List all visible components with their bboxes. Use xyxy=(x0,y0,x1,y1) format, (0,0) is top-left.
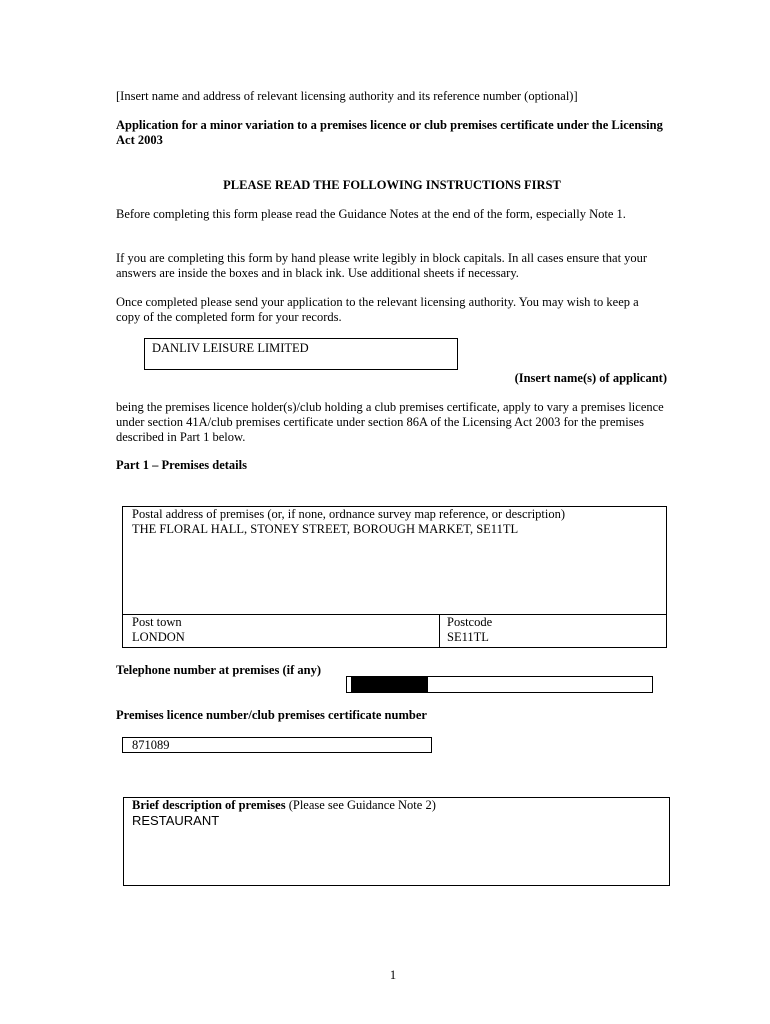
licence-number-value: 871089 xyxy=(132,738,170,752)
page-number: 1 xyxy=(389,968,397,982)
instructions-heading: PLEASE READ THE FOLLOWING INSTRUCTIONS FIRST xyxy=(223,178,561,192)
instructions-para-3: Once completed please send your application to the relevant licensing authority. You may wish to keep a copy of the completed form for your records. xyxy=(116,295,639,324)
post-town-label: Post town xyxy=(132,615,182,629)
instructions-para-1: Before completing this form please read the Guidance Notes at the end of the form, especially Note 1. xyxy=(116,207,626,221)
applicant-name-field[interactable] xyxy=(144,338,458,370)
applicant-name-label: (Insert name(s) of applicant) xyxy=(514,371,667,385)
post-town-value: LONDON xyxy=(132,630,185,644)
postcode-value: SE11TL xyxy=(447,630,489,644)
address-divider xyxy=(123,614,666,615)
applicant-name-value: DANLIV LEISURE LIMITED xyxy=(152,341,309,355)
postcode-label: Postcode xyxy=(447,615,493,629)
premises-address-box[interactable] xyxy=(122,506,667,648)
authority-note: [Insert name and address of relevant licensing authority and its reference number (optional)] xyxy=(116,89,578,103)
applicant-statement: being the premises licence holder(s)/club holding a club premises certificate, apply to vary a premises licence under section 41A/club premises certificate under section 86A of the Licensing Act 2003 for the premises described in Part 1 below. xyxy=(116,400,664,444)
premises-description-heading xyxy=(132,798,661,813)
description-label: Brief description of premises xyxy=(132,798,286,812)
premises-address-value: THE FLORAL HALL, STONEY STREET, BOROUGH MARKET, SE11TL xyxy=(132,522,519,536)
licence-number-field[interactable] xyxy=(122,737,432,753)
description-note: (Please see Guidance Note 2) xyxy=(288,798,436,812)
licence-number-label: Premises licence number/club premises certificate number xyxy=(116,708,427,722)
town-postcode-divider xyxy=(439,614,440,648)
instructions-para-2: If you are completing this form by hand please write legibly in block capitals. In all cases ensure that your answers are inside the boxes and in black ink. Use additional sheets if necessary. xyxy=(116,251,648,280)
postcode-field[interactable] xyxy=(447,615,492,645)
telephone-label: Telephone number at premises (if any) xyxy=(116,663,321,677)
premises-description-box[interactable] xyxy=(123,797,670,886)
part1-heading: Part 1 – Premises details xyxy=(116,458,247,472)
telephone-field[interactable] xyxy=(346,676,653,693)
premises-address-label: Postal address of premises (or, if none, ordnance survey map reference, or description) xyxy=(132,507,566,521)
redaction-block xyxy=(351,677,428,692)
post-town-field[interactable] xyxy=(132,615,185,645)
form-title: Application for a minor variation to a premises licence or club premises certificate under the Licensing Act 2003 xyxy=(116,118,663,147)
description-value: RESTAURANT xyxy=(132,813,220,828)
